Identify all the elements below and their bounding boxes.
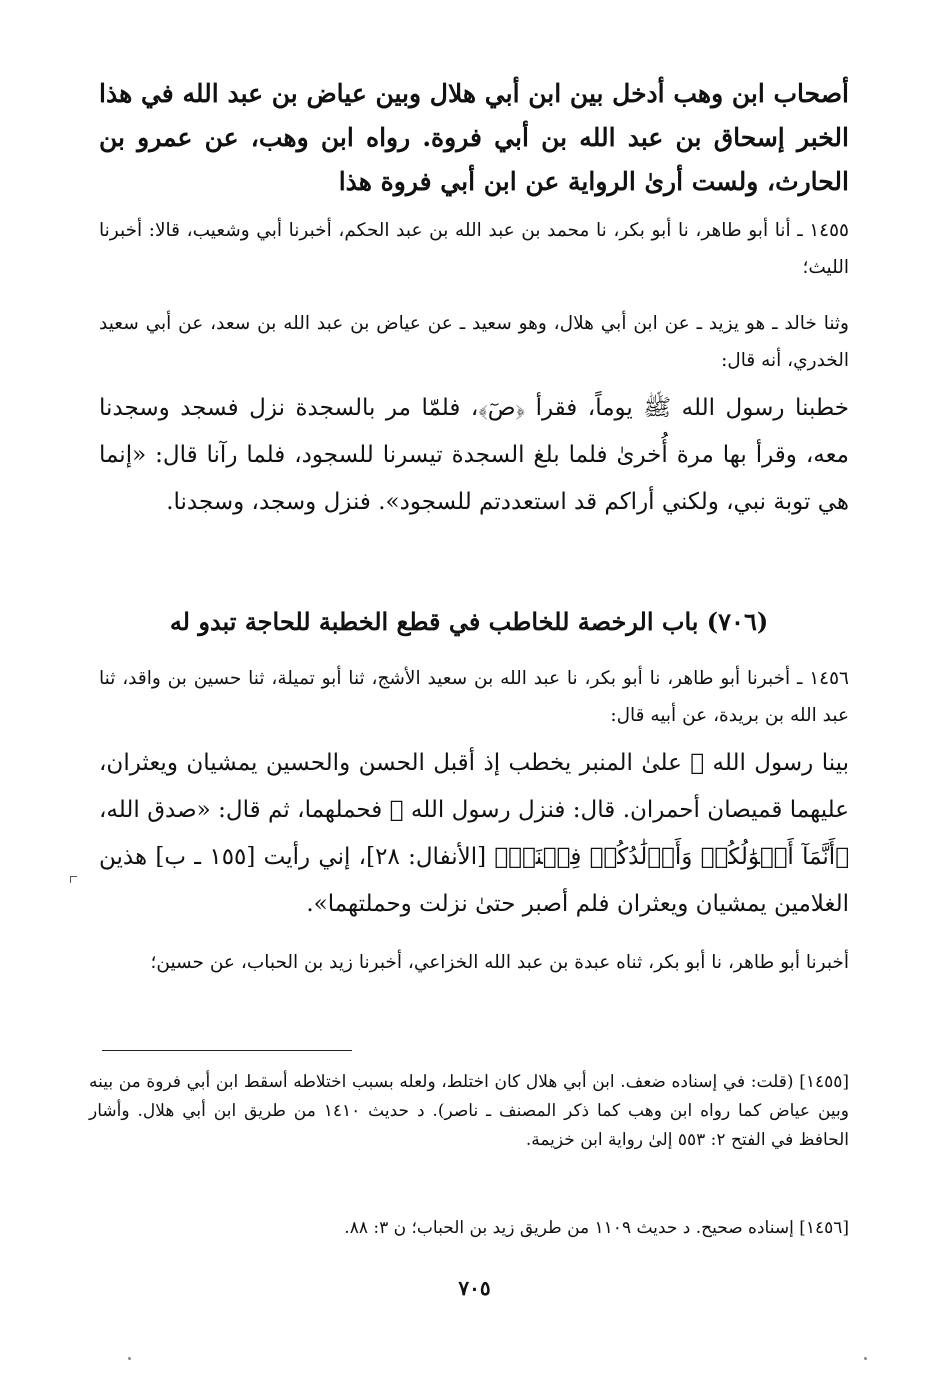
footnote-1456: [١٤٥٦] إسناده صحيح. د حديث ١١٠٩ من طريق زيد بن الحباب؛ ن ٣: ٨٨.: [344, 1218, 849, 1238]
intro-paragraph: أصحاب ابن وهب أدخل بين ابن أبي هلال وبين عياض بن عبد الله في هذا الخبر إسحاق بن عبد الله بن أبي فروة. رواه ابن وهب، عن عمرو بن الحارث، ولست أرىٰ الرواية عن ابن أبي فروة هذا: [99, 79, 849, 196]
chapter-heading: (٧٠٦) باب الرخصة للخاطب في قطع الخطبة للحاجة تبدو له: [169, 607, 769, 636]
hadith-1455-text: خطبنا رسول الله ﷺ يوماً، فقرأ ﴿صٓ﴾، فلمّا مر بالسجدة نزل فسجد وسجدنا معه، وقرأ بها مرة أُخرىٰ فلما بلغ السجدة تيسرنا للسجود، فلما رآنا قال: «إنما هي توبة نبي، ولكني أراكم قد استعددتم للسجود». فنزل وسجد، وسجدنا.: [99, 395, 849, 515]
hadith-1455-isnad: ١٤٥٥ ـ أنا أبو طاهر، نا أبو بكر، نا محمد بن عبد الله بن عبد الحكم، أخبرنا أبي وشعيب، قالا: أخبرنا الليث؛: [99, 220, 849, 278]
scan-speck: [864, 1357, 867, 1360]
hadith-1455-isnad-second: وثنا خالد ـ هو يزيد ـ عن ابن أبي هلال، وهو سعيد ـ عن عياض بن عبد الله بن سعد، عن أبي سعيد الخدري، أنه قال:: [99, 313, 849, 371]
footnote-1455: [١٤٥٥] (قلت: في إسناده ضعف. ابن أبي هلال كان اختلط، ولعله بسبب اختلاطه أسقط ابن أبي فروة من بينه وبين عياض كما رواه ابن وهب كما ذكر المصنف ـ ناصر). د حديث ١٤١٠ من طريق ابن أبي هلال. وأشار الحافظ في الفتح ٢: ٥٥٣ إلىٰ رواية ابن خزيمة.: [89, 1072, 849, 1150]
scan-speck: [128, 1357, 131, 1360]
hadith-1456-text: بينا رسول الله ﷺ علىٰ المنبر يخطب إذ أقبل الحسن والحسين يمشيان ويعثران، عليهما قميصان أحمران. قال: فنزل رسول الله ﷺ فحملهما، ثم قال: «صدق الله، ﴿أَنَّمَآ أَمۡوَٰلُكُمۡ وَأَوۡلَٰدُكُمۡ فِتۡنَةٞ﴾ [الأنفال: ٢٨]، إني رأيت [١٥٥ ـ ب] هذين الغلامين يمشيان ويعثران فلم أصبر حتىٰ نزلت وحملتهما».: [99, 750, 850, 917]
hadith-1456-isnad-second: أخبرنا أبو طاهر، نا أبو بكر، ثناه عبدة بن عبد الله الخزاعي، أخبرنا زيد بن الحباب، عن حسين؛: [150, 952, 849, 973]
footnote-divider: [102, 1050, 352, 1051]
margin-mark: [70, 876, 77, 883]
page-number: ٧٠٥: [458, 1276, 491, 1300]
hadith-1456-isnad: ١٤٥٦ ـ أخبرنا أبو طاهر، نا أبو بكر، نا عبد الله بن سعيد الأشج، ثنا أبو تميلة، ثنا حسين بن واقد، ثنا عبد الله بن بريدة، عن أبيه قال:: [99, 668, 849, 726]
